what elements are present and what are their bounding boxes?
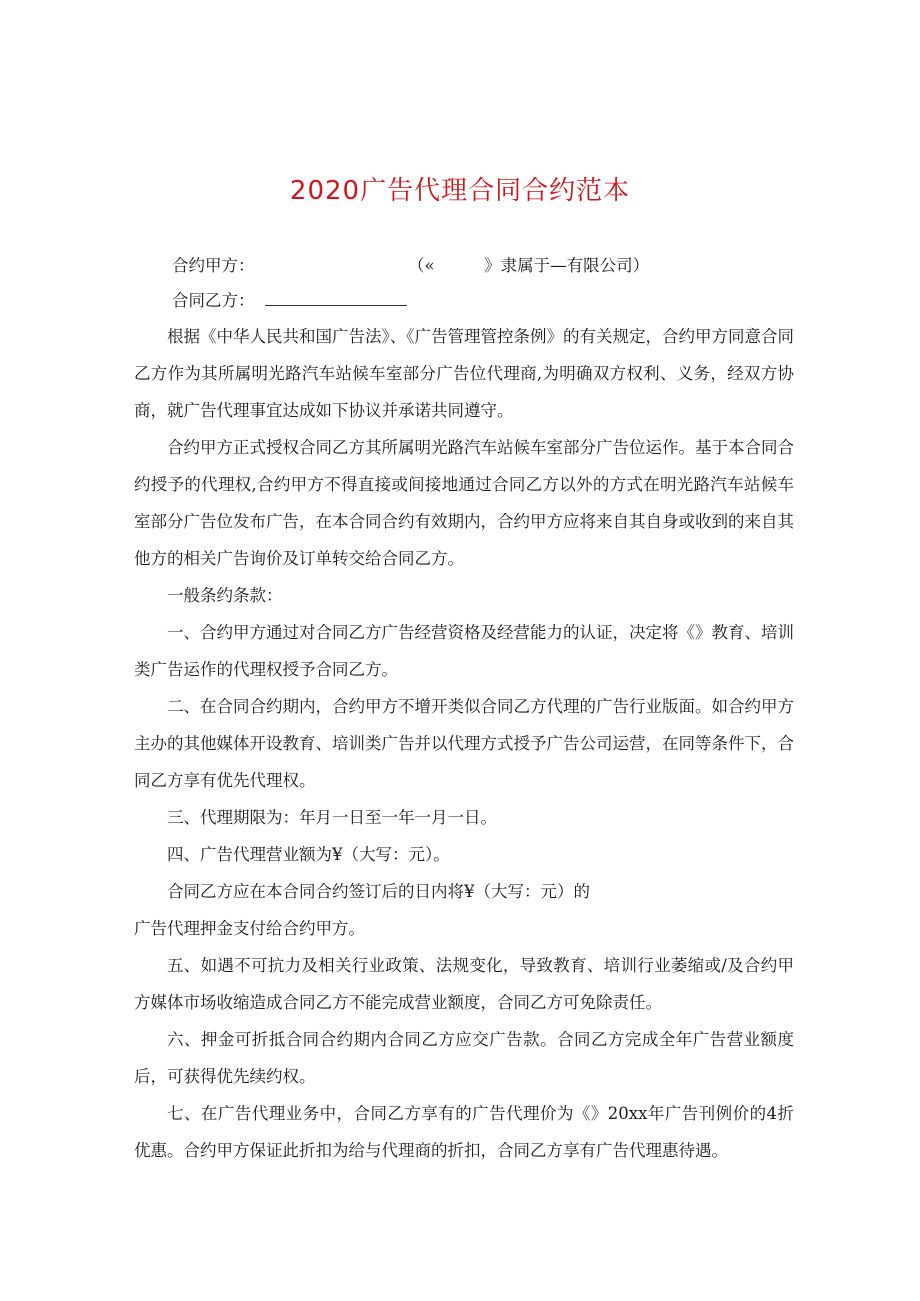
clause-3: 三、代理期限为：年月一日至一年一月一日。 <box>167 808 497 827</box>
party-a-label: 合约甲方： <box>172 256 255 275</box>
clause-4-deposit: 合同乙方应在本合同合约签订后的日内将¥（大写：元）的 <box>167 882 590 901</box>
party-b-row <box>172 289 407 313</box>
clause-6: 六、押金可折抵合同合约期内合同乙方应交广告款。合同乙方完成全年广告营业额度后，可获得优先续约权。 <box>134 1030 794 1086</box>
contract-body <box>134 318 794 1169</box>
clause-5: 五、如遇不可抗力及相关行业政策、法规变化，导致教育、培训行业萎缩或/及合约甲方媒体市场收缩造成合同乙方不能完成营业额度，合同乙方可免除责任。 <box>134 956 794 1012</box>
clause-1: 一、合约甲方通过对合同乙方广告经营资格及经营能力的认证，决定将《》教育、培训类广告运作的代理权授予合同乙方。 <box>134 623 794 679</box>
document-title: 2020广告代理合同合约范本 <box>289 176 631 206</box>
party-a-note: （« 》隶属于—有限公司） <box>408 256 650 275</box>
clause-4: 四、广告代理营业额为¥（大写：元）。 <box>167 845 450 864</box>
clause-7: 七、在广告代理业务中，合同乙方享有的广告代理价为《》20xx年广告刊例价的4折优惠。合约甲方保证此折扣为给与代理商的折扣，合同乙方享有广告代理惠待遇。 <box>134 1104 794 1160</box>
paragraph-authorization: 合约甲方正式授权合同乙方其所属明光路汽车站候车室部分广告位运作。基于本合同合约授予的代理权,合约甲方不得直接或间接地通过合同乙方以外的方式在明光路汽车站候车室部分广告位发布广告，在本合同合约有效期内，合约甲方应将来自其自身或收到的来自其他方的相关广告询价及订单转交给合同乙方。 <box>134 438 794 568</box>
paragraph-general-terms-heading: 一般条约条款： <box>167 586 283 605</box>
clause-4-deposit-cont: 广告代理押金支付给合约甲方。 <box>134 919 365 938</box>
paragraph-preamble: 根据《中华人民共和国广告法》、《广告管理管控条例》的有关规定，合约甲方同意合同乙方作为其所属明光路汽车站候车室部分广告位代理商,为明确双方权利、义务，经双方协商，就广告代理事宜达成如下协议并承诺共同遵守。 <box>134 327 794 420</box>
clause-2: 二、在合同合约期内，合约甲方不增开类似合同乙方代理的广告行业版面。如合约甲方主办的其他媒体开设教育、培训类广告并以代理方式授予广告公司运营，在同等条件下，合同乙方享有优先代理权。 <box>134 697 794 790</box>
party-b-blank <box>265 291 407 306</box>
party-b-label: 合同乙方： <box>172 291 255 310</box>
